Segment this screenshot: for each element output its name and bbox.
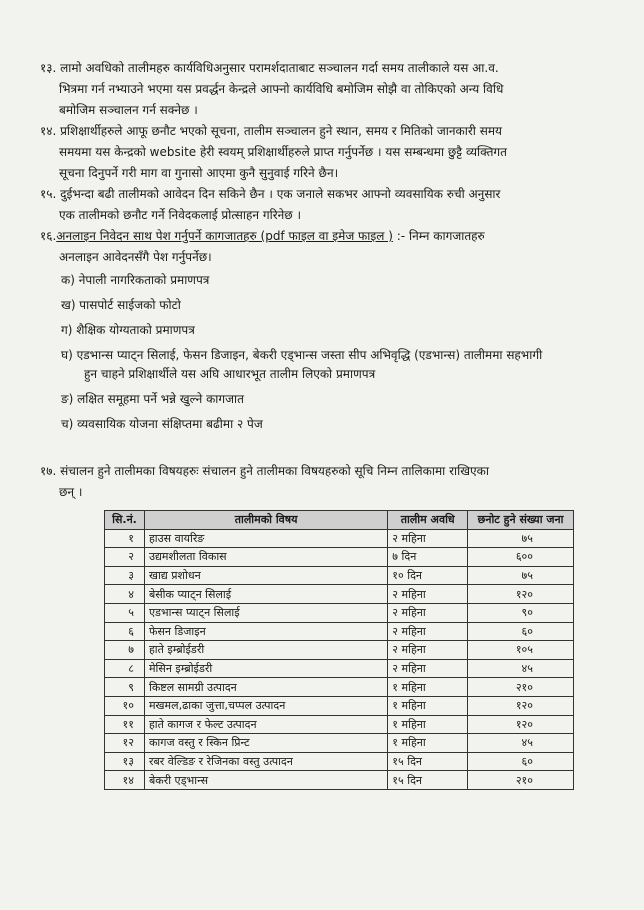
- cell-serial: ६: [105, 622, 145, 641]
- p14-line2: समयमा यस केन्द्रको website हेरी स्वयम् प्रशिक्षार्थीहरुले प्राप्त गर्नुपर्नेछ । यस सम्बन्धमा छुट्टै व्यक्तिगत: [59, 145, 508, 159]
- table-row: [105, 622, 574, 641]
- table-header-row: [105, 511, 574, 530]
- p13-line1: १३. लामो अवधिको तालीमहरु कार्यविधिअनुसार परामर्शदाताबाट सञ्चालन गर्दा समय तालीकाले यस आ.व.: [40, 61, 499, 75]
- cell-serial: ९: [105, 678, 145, 697]
- table-row: [105, 641, 574, 660]
- cell-serial: १०: [105, 696, 145, 715]
- cell-duration: १ महिना: [388, 678, 468, 697]
- cell-subject: किष्टल सामग्री उत्पादन: [144, 678, 387, 697]
- cell-subject: उद्यमशीलता विकास: [144, 548, 387, 567]
- p14-line1: १४. प्रशिक्षार्थीहरुले आफू छनौट भएको सूचना, तालीम सञ्चालन हुने स्थान, समय र मितिको जानकारी समय: [40, 124, 502, 138]
- cell-subject: एडभान्स प्याट्न सिलाई: [144, 603, 387, 622]
- cell-count: २१०: [468, 678, 574, 697]
- cell-count: २१०: [468, 771, 574, 790]
- cell-subject: कागज वस्तु र स्किन प्रिन्ट: [144, 734, 387, 753]
- cell-subject: बेकरी एड्भान्स: [144, 771, 387, 790]
- cell-duration: ७ दिन: [388, 548, 468, 567]
- cell-duration: २ महिना: [388, 585, 468, 604]
- table-row: [105, 529, 574, 548]
- list-item: क) नेपाली नागरिकताको प्रमाणपत्र: [61, 273, 210, 287]
- list-item-continuation: हुन चाहने प्रशिक्षार्थीले यस अघि आधारभूत तालीम लिएको प्रमाणपत्र: [84, 366, 376, 381]
- p15-line2: एक तालीमको छनौट गर्ने निवेदकलाई प्रोत्साहन गरिनेछ ।: [59, 208, 302, 222]
- table-row: [105, 659, 574, 678]
- list-item: ङ) लक्षित समूहमा पर्ने भन्ने खुल्ने कागजात: [61, 391, 245, 406]
- list-item: ख) पासपोर्ट साईजको फोटो: [61, 298, 181, 312]
- cell-count: ७५: [468, 529, 574, 548]
- paragraph-15: [40, 184, 598, 226]
- header-count: छनोट हुने संख्या जना: [468, 511, 574, 530]
- cell-serial: १: [105, 529, 145, 548]
- cell-subject: फेसन डिजाइन: [144, 622, 387, 641]
- header-duration: तालीम अवधि: [388, 511, 468, 530]
- cell-subject: मेसिन इम्ब्रोईडरी: [144, 659, 387, 678]
- document-list: [40, 271, 598, 433]
- cell-count: १०५: [468, 641, 574, 660]
- table-row: [105, 715, 574, 734]
- p15-line1: १५. दुईभन्दा बढी तालीमको आवेदन दिन सकिने छैन । एक जनाले सकभर आफ्नो व्यवसायिक रुची अनुसार: [40, 187, 501, 201]
- cell-serial: ५: [105, 603, 145, 622]
- cell-subject: बेसीक प्याट्न सिलाई: [144, 585, 387, 604]
- p16-line1: [40, 226, 598, 247]
- cell-count: ९०: [468, 603, 574, 622]
- cell-subject: हाते कागज र फेल्ट उत्पादन: [144, 715, 387, 734]
- table-body: [105, 529, 574, 789]
- table-row: [105, 566, 574, 585]
- cell-count: ४५: [468, 734, 574, 753]
- table-row: [105, 678, 574, 697]
- p16-heading: अनलाइन निवेदन साथ पेश गर्नुपर्ने कागजातहरु (pdf फाइल वा इमेज फाइल ): [56, 229, 393, 243]
- cell-serial: ३: [105, 566, 145, 585]
- cell-duration: २ महिना: [388, 641, 468, 660]
- cell-count: १२०: [468, 696, 574, 715]
- paragraph-14: [40, 121, 598, 184]
- p17-line1: १७. संचालन हुने तालीमका विषयहरुः संचालन हुने तालीमका विषयहरुको सूचि निम्न तालिकामा राखिएका: [40, 464, 489, 478]
- header-subject: तालीमको विषय: [144, 511, 387, 530]
- table-row: [105, 771, 574, 790]
- list-item-text: घ) एडभान्स प्याट्न सिलाई, फेसन डिजाइन, बेकरी एड्भान्स जस्ता सीप अभिवृद्धि (एडभान्स) तालीममा सहभागी: [61, 348, 543, 362]
- cell-duration: १ महिना: [388, 696, 468, 715]
- cell-duration: १० दिन: [388, 566, 468, 585]
- cell-duration: २ महिना: [388, 622, 468, 641]
- cell-duration: २ महिना: [388, 529, 468, 548]
- cell-serial: १३: [105, 752, 145, 771]
- cell-duration: १ महिना: [388, 734, 468, 753]
- cell-count: ६०: [468, 622, 574, 641]
- cell-serial: ११: [105, 715, 145, 734]
- cell-count: १२०: [468, 585, 574, 604]
- paragraph-17: [40, 461, 598, 503]
- cell-serial: ७: [105, 641, 145, 660]
- p16-line2: अनलाइन आवेदनसँगै पेश गर्नुपर्नेछ।: [59, 250, 212, 264]
- cell-duration: २ महिना: [388, 659, 468, 678]
- cell-subject: हाउस वायरिङ: [144, 529, 387, 548]
- cell-subject: मखमल,ढाका जुत्ता,चप्पल उत्पादन: [144, 696, 387, 715]
- paragraph-16: [40, 226, 598, 433]
- table-row: [105, 548, 574, 567]
- list-item: ग) शैक्षिक योग्यताको प्रमाणपत्र: [61, 323, 195, 337]
- table-row: [105, 603, 574, 622]
- p13-line3: बमोजिम सञ्चालन गर्न सक्नेछ ।: [59, 103, 198, 117]
- p17-line2: छन् ।: [59, 485, 83, 499]
- header-serial: सि.नं.: [105, 511, 145, 530]
- cell-count: ७५: [468, 566, 574, 585]
- cell-subject: खाद्य प्रशोधन: [144, 566, 387, 585]
- cell-serial: १४: [105, 771, 145, 790]
- p13-line2: भित्रमा गर्न नभ्याउने भएमा यस प्रवर्द्धन केन्द्रले आफ्नो कार्यविधि बमोजिम सोझै वा तोकिएको अन्य विधि: [59, 82, 504, 96]
- cell-duration: १५ दिन: [388, 771, 468, 790]
- cell-serial: ४: [105, 585, 145, 604]
- p16-number: १६.: [40, 229, 57, 243]
- cell-count: ४५: [468, 659, 574, 678]
- cell-duration: १ महिना: [388, 715, 468, 734]
- table-row: [105, 752, 574, 771]
- cell-serial: ८: [105, 659, 145, 678]
- table-row: [105, 585, 574, 604]
- p14-line3: सूचना दिनुपर्ने गरी माग वा गुनासो आएमा कुनै सुनुवाई गरिने छैन।: [59, 166, 339, 180]
- cell-subject: हाते इम्ब्रोईडरी: [144, 641, 387, 660]
- cell-duration: १५ दिन: [388, 752, 468, 771]
- table-row: [105, 696, 574, 715]
- paragraph-13: [40, 58, 598, 121]
- cell-count: १२०: [468, 715, 574, 734]
- cell-serial: १२: [105, 734, 145, 753]
- list-item: [40, 346, 598, 383]
- cell-count: ६००: [468, 548, 574, 567]
- cell-subject: रबर वेल्डिङ र रेजिनका वस्तु उत्पादन: [144, 752, 387, 771]
- cell-serial: २: [105, 548, 145, 567]
- list-item: च) व्यवसायिक योजना संक्षिप्तमा बढीमा २ पेज: [61, 416, 263, 431]
- cell-duration: २ महिना: [388, 603, 468, 622]
- training-table: [104, 510, 574, 790]
- p16-after: :- निम्न कागजातहरु: [392, 229, 485, 243]
- cell-count: ६०: [468, 752, 574, 771]
- table-row: [105, 734, 574, 753]
